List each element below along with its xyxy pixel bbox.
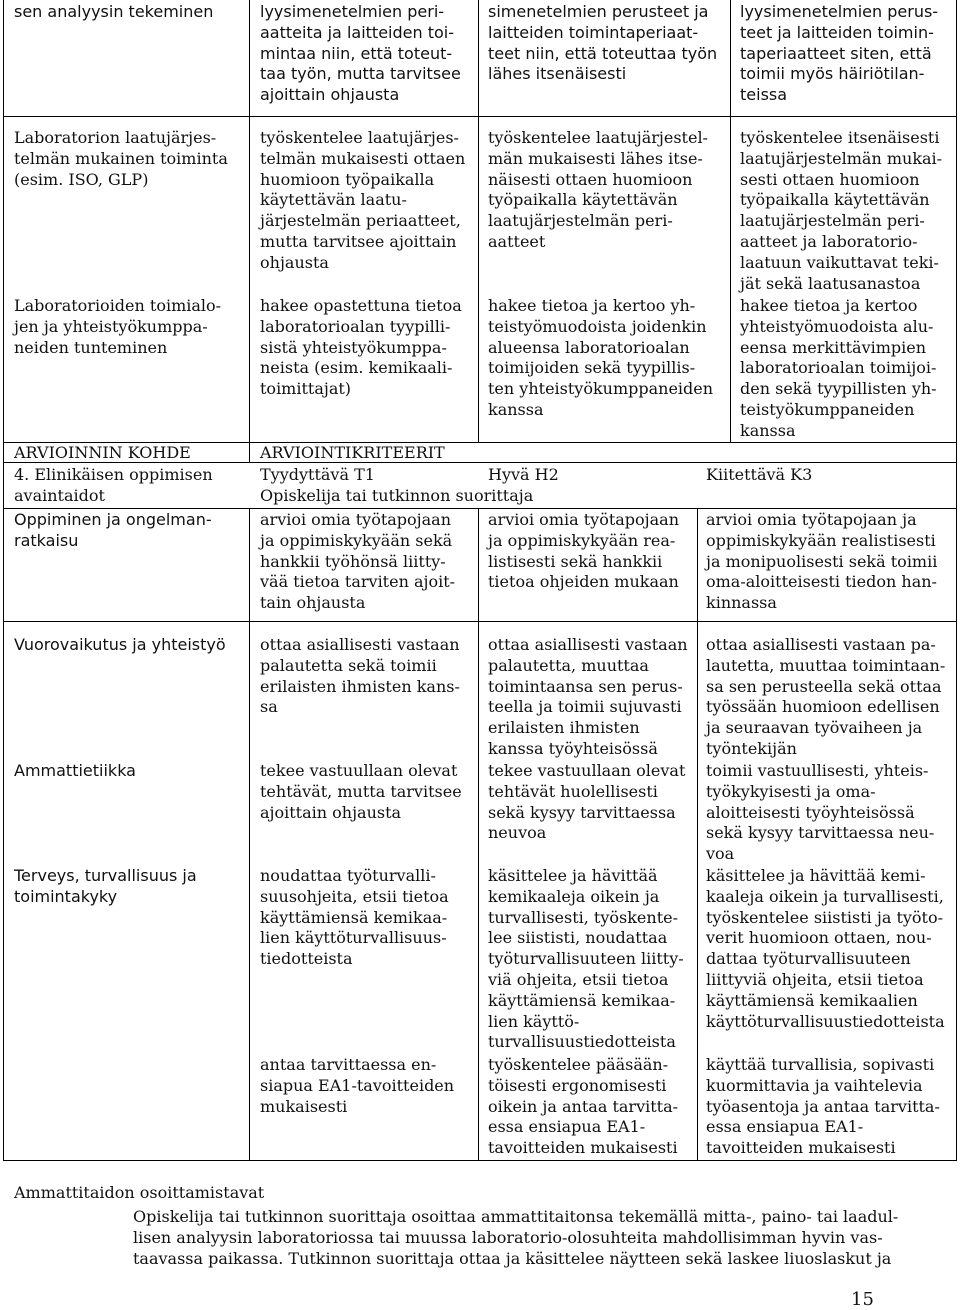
ammattietiikka-k3: toimii vastuullisesti, yhteis- työkykyisesti ja oma- aloitteisesti työyhteisössä sekä kysyy tarvittaessa neu- voa	[706, 761, 935, 864]
toimialat-k3: hakee tietoa ja kertoo yhteistyömuodoista alu- eensa merkittävimpien laboratorioalan toimijoi- den sekä tyypillisten yh- teistyökumppaneiden kanssa	[740, 296, 937, 440]
terveys-k3: käsittelee ja hävittää kemi- kaaleja oikein ja turvallisesti, työskentelee siististi ja työto- verit huomioon ottaen, nou- dattaa työturvallisuuteen liittyviä ohjeita, etsii tietoa käyttämiensä kemikaalien käyttöturvallisuustiedotteista	[706, 866, 945, 1031]
table-divider-2	[478, 0, 479, 442]
ammattitaito-section-title: Ammattitaidon osoittamistavat	[14, 1183, 265, 1202]
laatujarjestelma-k3: työskentelee itsenäisesti laatujärjestelmän mukai- sesti ottaen huomioon työpaikalla käytettävän laatujärjestelmän peri- aatteet ja laboratorio- laatuun vaikuttavat teki- jät sekä laatusanastoa	[740, 128, 943, 293]
hyva-h2-header: Hyvä H2	[488, 465, 559, 484]
arviointikriteerit-header: ARVIOINTIKRITEERIT	[260, 443, 445, 462]
table-bottom-border	[3, 1160, 957, 1161]
ammattietiikka-t1: tekee vastuullaan olevat tehtävät, mutta tarvitsee ajoittain ohjausta	[260, 761, 462, 822]
vuorovaikutus-label: Vuorovaikutus ja yhteistyö	[14, 635, 226, 654]
terveys-h2: käsittelee ja hävittää kemikaaleja oikein ja turvallisesti, työskente- lee siististi, noudattaa työturvallisuuteen liitty- viä ohjeita, etsii tietoa käyttämiensä kemikaa- lien käyttö- turvallisuustiedotteista	[488, 866, 684, 1052]
laatujarjestelma-t1: työskentelee laatujärjes- telmän mukaisesti ottaen huomioon työpaikalla käytettävän laatu- järjestelmän periaatteet, mutta tarvitsee ajoittain ohjausta	[260, 128, 466, 272]
vuorovaikutus-k3: ottaa asiallisesti vastaan pa- lautetta, muuttaa toimintaan- sa sen perusteella sekä ottaa työssään huomioon edellisen ja seuraavan työvaiheen ja työntekijän	[706, 635, 946, 758]
ammattietiikka-label: Ammattietiikka	[14, 761, 136, 780]
table-divider-2b	[478, 508, 479, 1160]
row-line-4	[3, 508, 957, 509]
ammattietiikka-h2: tekee vastuullaan olevat tehtävät huolellisesti sekä kysyy tarvittaessa neuvoa	[488, 761, 686, 843]
vuorovaikutus-h2: ottaa asiallisesti vastaan palautetta, muuttaa toimintaansa sen perus- teella ja toimii sujuvasti erilaisten ihmisten kanssa työyhteisössä	[488, 635, 688, 758]
vuorovaikutus-t1: ottaa asiallisesti vastaan palautetta sekä toimii erilaisten ihmisten kans- sa	[260, 635, 460, 717]
table-right-border	[956, 0, 957, 1160]
oppiminen-label: Oppiminen ja ongelman- ratkaisu	[14, 510, 212, 550]
table-divider-1b	[249, 508, 250, 1160]
opiskelija-header: Opiskelija tai tutkinnon suorittaja	[260, 486, 534, 505]
table-divider-1	[249, 0, 250, 462]
kiitettava-k3-header: Kiitettävä K3	[706, 465, 813, 484]
toimialat-t1: hakee opastettuna tietoa laboratorioalan tyypilli- sistä yhteistyökumppa- neista (esim. kemikaali- toimittajat)	[260, 296, 462, 399]
tyoasennot-k3: käyttää turvallisia, sopivasti kuormittavia ja vaihtelevia työasentoja ja antaa tarvitta- essa ensiapua EA1- tavoitteiden mukaisesti	[706, 1055, 940, 1158]
table-divider-3	[730, 0, 731, 442]
top-cell-4: lyysimenetelmien perus- teet ja laitteiden toimin- taperiaatteet siten, että toimii myös häiriötilan- teissa	[740, 2, 939, 105]
row-line-1	[3, 116, 957, 117]
laatujarjestelma-h2: työskentelee laatujärjestel- män mukaisesti lähes itse- näisesti ottaen huomioon työpaikalla käytettävän laatujärjestelmän peri- aatteet	[488, 128, 708, 251]
table-left-border	[3, 0, 4, 1160]
ammattitaito-section-body: Opiskelija tai tutkinnon suorittaja osoittaa ammattitaitonsa tekemällä mitta-, paino- tai laadul- lisen analyysin laboratoriossa tai muussa laboratorio-olosuhteita mahdollisimman hyvin vas- taavassa paikassa. Tutkinnon suorittaja ottaa ja käsittelee näytteen sekä laskee liuoslaskut ja	[133, 1207, 899, 1268]
oppiminen-h2: arvioi omia työtapojaan ja oppimiskykyään rea- listisesti sekä hankkii tietoa ohjeiden mukaan	[488, 510, 680, 592]
toimialat-h2: hakee tietoa ja kertoo yh- teistyömuodoista joidenkin alueensa laboratorioalan toimijoiden sekä tyypillis- ten yhteistyökumppaneiden kanssa	[488, 296, 714, 419]
ergonomia-h2: työskentelee pääsään- töisesti ergonomisesti oikein ja antaa tarvitta- essa ensiapua EA1- tavoitteiden mukaisesti	[488, 1055, 679, 1158]
arvioinnin-kohde-header: ARVIOINNIN KOHDE	[14, 443, 191, 462]
ensiapu-t1: antaa tarvittaessa en- siapua EA1-tavoitteiden mukaisesti	[260, 1055, 455, 1116]
toimialat-label: Laboratorioiden toimialo- jen ja yhteistyökumppa- neiden tunteminen	[14, 296, 222, 357]
oppiminen-t1: arvioi omia työtapojaan ja oppimiskykyään sekä hankkii työhönsä liitty- vää tietoa tarviten ajoit- tain ohjausta	[260, 510, 456, 613]
elinikainen-oppiminen-header: 4. Elinikäisen oppimisen avaintaidot	[14, 465, 213, 505]
table-divider-3b	[697, 508, 698, 1160]
terveys-t1: noudattaa työturvalli- suusohjeita, etsii tietoa käyttämiensä kemikaa- lien käyttöturvallisuus- tiedotteista	[260, 866, 449, 969]
tyydyttava-t1-header: Tyydyttävä T1	[260, 465, 375, 484]
laatujarjestelma-label: Laboratorion laatujärjes- telmän mukainen toiminta (esim. ISO, GLP)	[14, 128, 228, 189]
top-cell-1: sen analyysin tekeminen	[14, 2, 214, 21]
top-cell-2: lyysimenetelmien peri- aatteita ja laitteiden toi- mintaa niin, että toteut- taa työn, mutta tarvitsee ajoittain ohjausta	[260, 2, 461, 105]
terveys-label: Terveys, turvallisuus ja toimintakyky	[14, 866, 197, 906]
row-line-5	[3, 621, 957, 622]
oppiminen-k3: arvioi omia työtapojaan ja oppimiskykyään realistisesti ja monipuolisesti sekä toimii oma-aloitteisesti tiedon han- kinnassa	[706, 510, 938, 613]
page-number: 15	[851, 1289, 874, 1310]
top-cell-3: simenetelmien perusteet ja laitteiden toimintaperiaat- teet niin, että toteuttaa työn lähes itsenäisesti	[488, 2, 718, 84]
